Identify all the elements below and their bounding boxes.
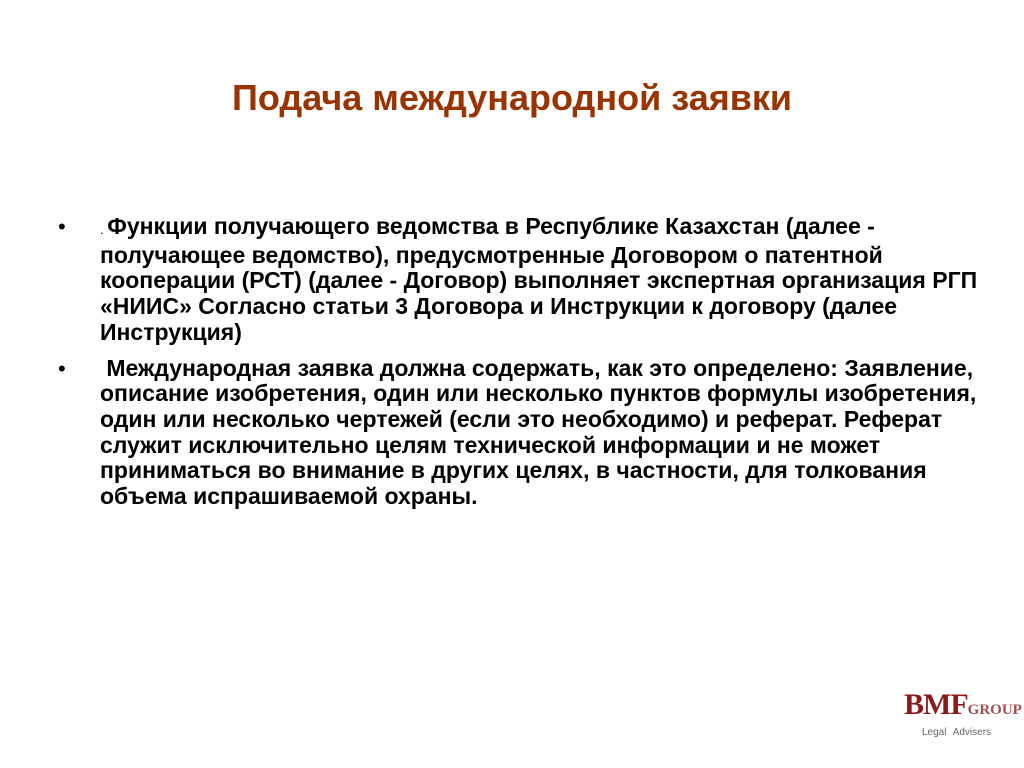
company-logo	[904, 688, 1022, 740]
logo-group: GROUP	[967, 702, 1022, 718]
bullet-icon: •	[58, 214, 66, 239]
bullet-icon: •	[58, 355, 66, 381]
logo-subtitle: Legal Advisers	[922, 727, 992, 738]
slide-title: Подача международной заявки	[231, 77, 793, 118]
bullet-item-2	[58, 354, 983, 510]
bullet-text: Международная заявка должна содержать, как это определено: Заявление, описание изобретения, один или несколько пунктов формулы изобретения, один или несколько чертежей (если это необходимо) и реферат. Реферат служит исключительно целям технической информации и не может приниматься во внимание в других целях, в частности, для толкования объема испрашиваемой охраны.	[100, 354, 983, 510]
bullet-text: Функции получающего ведомства в Республике Казахстан (далее - получающее ведомство), предусмотренные Договором о патентной кооперации (РСТ) (далее - Договор) выполняет экспертная организация РГП «НИИС» Согласно статьи 3 Договора и Инструкции к договору (далее Инструкция)	[100, 213, 978, 345]
bullet-prefix: .	[100, 222, 108, 237]
bullet-list	[58, 213, 983, 520]
bullet-item-1	[58, 214, 978, 346]
logo-brand: BMF	[904, 688, 968, 721]
